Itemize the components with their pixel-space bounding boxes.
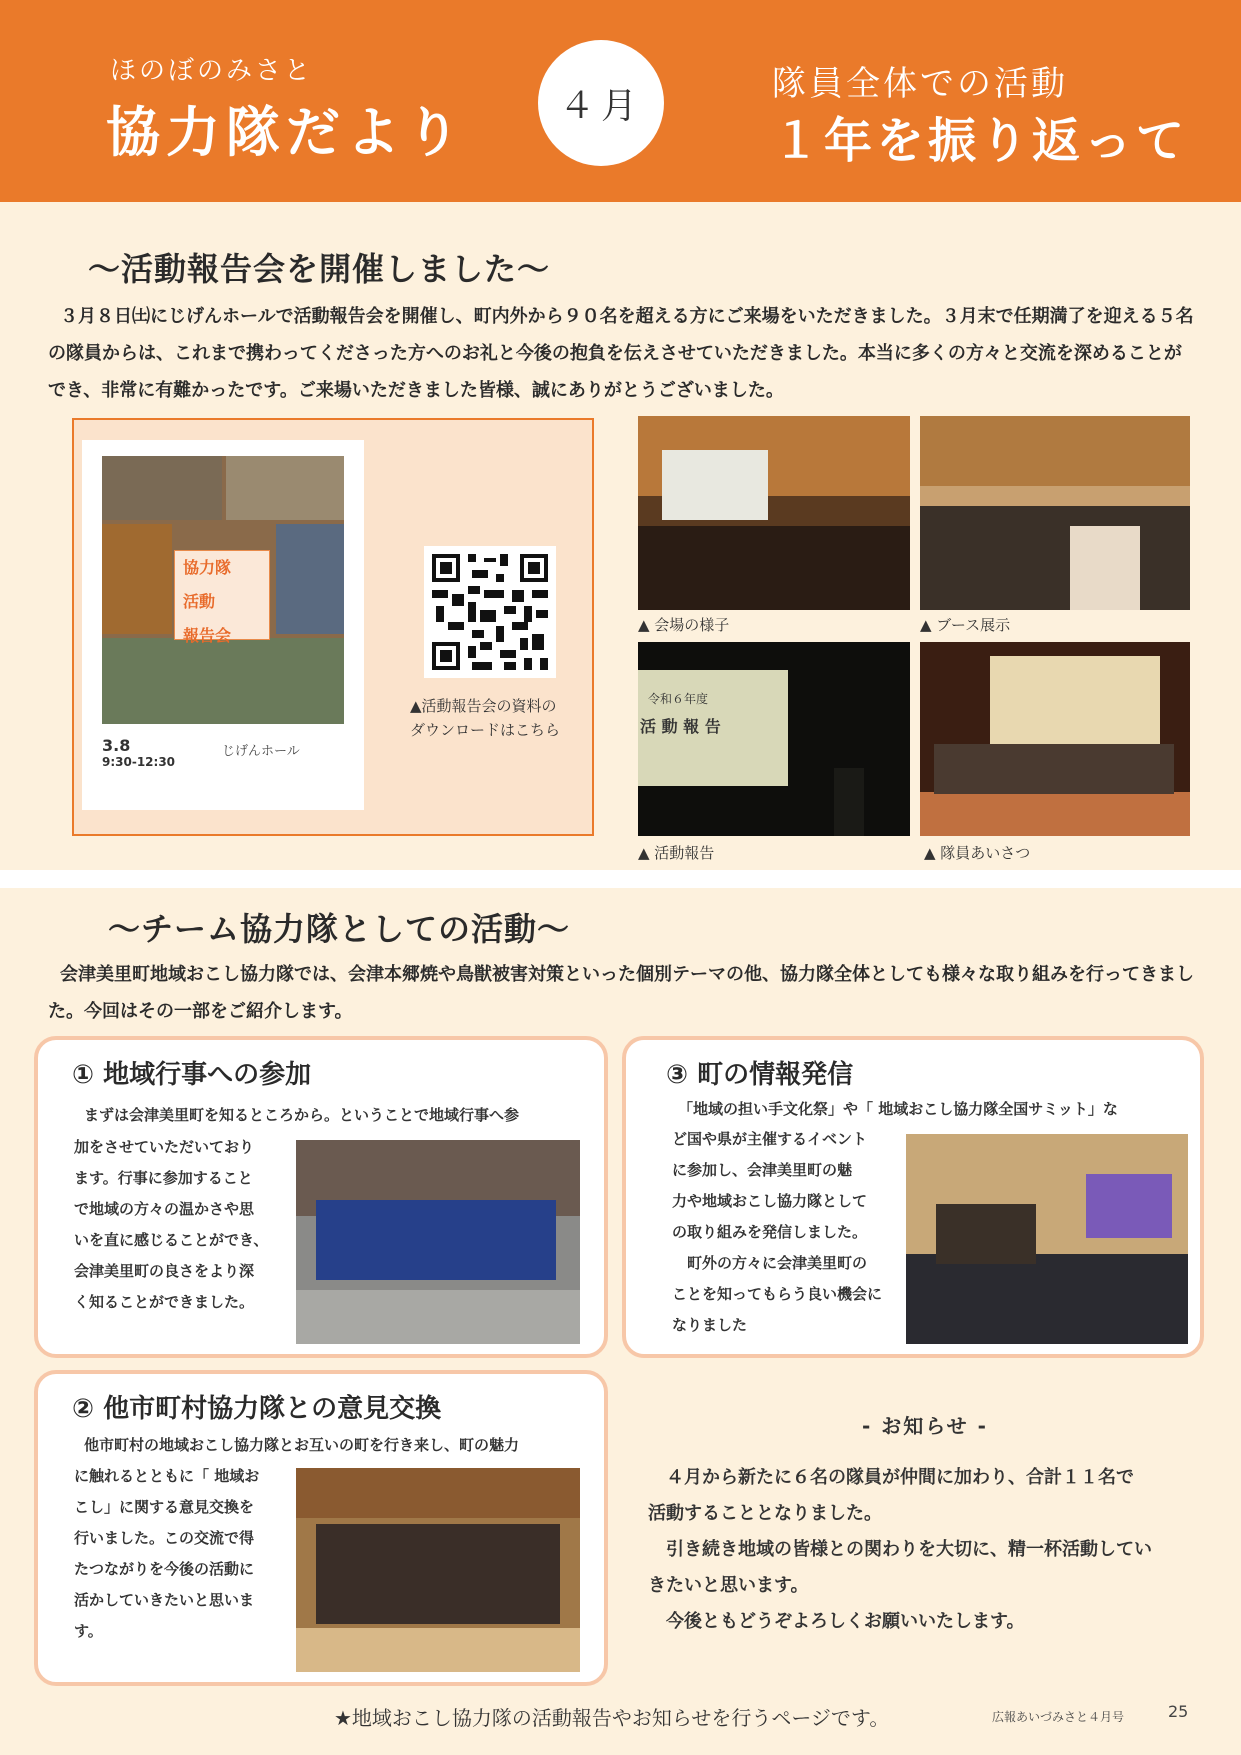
photo-booth bbox=[920, 416, 1190, 610]
card-exchange-title: ② 他市町村協力隊との意見交換 bbox=[72, 1394, 442, 1424]
section1-body: ３月８日㈯にじげんホールで活動報告会を開催し、町内外から９０名を超える方にご来場をいただきました。３月末で任期満了を迎える５名の隊員からは、これまで携わってくださった方へのお礼と今後の抱負を伝えさせていただきました。本当に多くの方々と交流を深めることができ、非常に有難かったです。ご来場いただきました皆様、誠にありがとうございました。 bbox=[48, 306, 1194, 401]
report-poster bbox=[82, 440, 364, 810]
card-exchange-text: に触れるとともに「 地域お こし」に関する意見交換を 行いました。この交流で得 たつながりを今後の活動に 活かしていきたいと思いま す。 bbox=[74, 1467, 260, 1640]
header-right-line1: 隊員全体での活動 bbox=[772, 64, 1068, 104]
section2-body: 会津美里町地域おこし協力隊では、会津本郷焼や鳥獣被害対策といった個別テーマの他、協力隊全体としても様々な取り組みを行ってきました。今回はその一部をご紹介します。 bbox=[48, 964, 1194, 1022]
header-right-line2: １年を振り返って bbox=[772, 113, 1189, 169]
card-promotion-text: ど国や県が主催するイベント に参加し、会津美里町の魅 力や地域おこし協力隊として の取り組みを発信しました。 町外の方々に会津美里町の ことを知ってもらう良い機会に なりました bbox=[672, 1130, 883, 1334]
qr-caption: ▲活動報告会の資料の ダウンロードはこちら bbox=[410, 697, 561, 739]
photo-exchange-group bbox=[296, 1468, 580, 1672]
card-local-events-text: 加をさせていただいており ます。行事に参加すること で地域の方々の温かさや思 いを直に感じることができ、 会津美里町の良さをより深 く知ることができました。 bbox=[74, 1138, 269, 1311]
card-promotion-title: ③ 町の情報発信 bbox=[666, 1060, 854, 1090]
page-header bbox=[0, 0, 1241, 202]
card-local-events-line1: まずは会津美里町を知るところから。ということで地域行事へ参 bbox=[84, 1106, 520, 1124]
photo-summit bbox=[906, 1134, 1188, 1344]
header-subtitle: ほのぼのみさと bbox=[110, 56, 314, 86]
section2-heading: 〜チーム協力隊としての活動〜 bbox=[108, 910, 571, 948]
photo-report: 令和６年度 活 動 報 告 bbox=[638, 642, 910, 836]
photo-greeting bbox=[920, 642, 1190, 836]
notice-text: ４月から新たに６名の隊員が仲間に加わり、合計１１名で 活動することとなりました。 引き続き地域の皆様との関わりを大切に、精一杯活動してい きたいと思います。 今後ともどうぞよろしくお願いいたします。 bbox=[648, 1467, 1152, 1632]
card-local-events-title: ① 地域行事への参加 bbox=[72, 1060, 312, 1090]
poster-date: 3.8 bbox=[102, 736, 131, 755]
qr-code[interactable] bbox=[424, 546, 556, 678]
photo-booth-caption: ▲ ブース展示 bbox=[920, 616, 1011, 634]
photo-greeting-caption: ▲ 隊員あいさつ bbox=[924, 844, 1031, 862]
page-number: 25 bbox=[1168, 1702, 1189, 1721]
month-badge: ４月 bbox=[538, 40, 664, 166]
photo-report-caption: ▲ 活動報告 bbox=[638, 844, 715, 862]
notice-title: - お知らせ - bbox=[862, 1414, 988, 1438]
poster-venue: じげんホール bbox=[222, 744, 300, 759]
qr-code-icon bbox=[424, 546, 556, 678]
photo-festival bbox=[296, 1140, 580, 1344]
poster-photo-collage bbox=[102, 456, 344, 724]
header-title: 協力隊だより bbox=[106, 101, 466, 164]
footer-note: ★地域おこし協力隊の活動報告やお知らせを行うページです。 bbox=[334, 1706, 890, 1730]
poster-time: 9:30-12:30 bbox=[102, 755, 176, 769]
card-exchange-line1: 他市町村の地域おこし協力隊とお互いの町を行き来し、町の魅力 bbox=[84, 1436, 520, 1454]
section1-heading: 〜活動報告会を開催しました〜 bbox=[88, 250, 551, 288]
photo-venue-caption: ▲ 会場の様子 bbox=[638, 616, 730, 634]
card-promotion-line1: 「地域の担い手文化祭」や「 地域おこし協力隊全国サミット」な bbox=[678, 1100, 1118, 1118]
footer-publication: 広報あいづみさと４月号 bbox=[992, 1710, 1125, 1724]
poster-title-label: 協力隊 活動 報告会 bbox=[174, 550, 270, 640]
photo-venue bbox=[638, 416, 910, 610]
poster-details bbox=[102, 736, 344, 796]
